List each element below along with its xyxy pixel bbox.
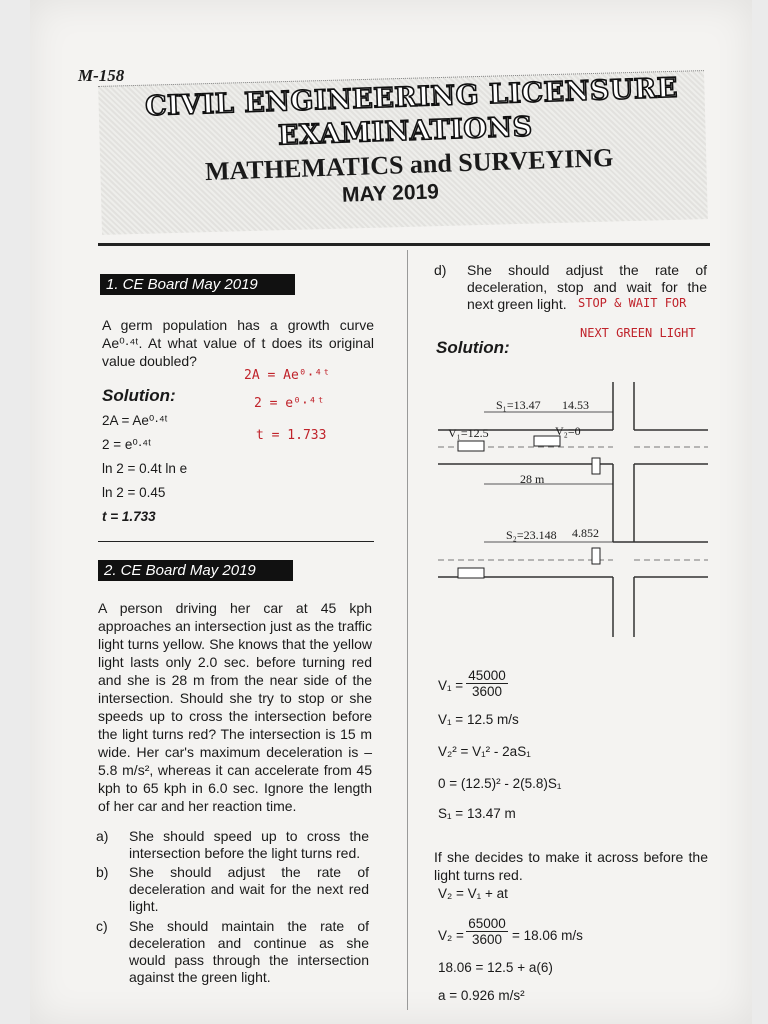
- q1-answer: t = 1.733: [102, 509, 156, 524]
- equation: 18.06 = 12.5 + a(6): [438, 960, 553, 975]
- numerator: 65000: [466, 916, 508, 932]
- equation: S₁ = 13.47 m: [438, 806, 516, 821]
- diagram-label: S₂=23.148: [506, 528, 557, 542]
- option-key: d): [434, 262, 447, 278]
- option-key: a): [96, 828, 109, 844]
- q1-step: ln 2 = 0.4t ln e: [102, 461, 188, 476]
- handwritten-note: NEXT GREEN LIGHT: [580, 326, 696, 340]
- option-text: She should adjust the rate of deceleration, stop and wait for the next green light.: [467, 262, 707, 312]
- title-line-1: CIVIL ENGINEERING LICENSURE: [144, 72, 679, 123]
- eq-lhs: V₂ =: [438, 928, 464, 943]
- diagram-label: 28 m: [520, 472, 545, 486]
- equation: a = 0.926 m/s²: [438, 988, 525, 1003]
- option-key: b): [96, 864, 109, 880]
- title-line-2: EXAMINATIONS: [277, 111, 534, 152]
- section-divider: [98, 541, 374, 542]
- diagram-label: S₁=13.47: [496, 398, 541, 412]
- handwritten-eq: t = 1.733: [256, 428, 327, 443]
- q1-text: A germ population has a growth curve Ae⁰·⁴ᵗ. At what value of t does its original value doubled?: [102, 317, 374, 369]
- equation: = 18.06 m/s: [512, 928, 583, 943]
- book-code: M-158: [78, 66, 125, 85]
- car-icon: [458, 441, 484, 451]
- denominator: 3600: [471, 684, 503, 699]
- diagram-label: 14.53: [562, 398, 589, 412]
- q1-step: ln 2 = 0.45: [102, 485, 166, 500]
- eq-lhs: V₁ =: [438, 678, 464, 693]
- option-text: She should adjust the rate of deceleration and wait for the next red light.: [129, 864, 369, 914]
- equation: 0 = (12.5)² - 2(5.8)S₁: [438, 776, 562, 791]
- traffic-light-icon: [592, 458, 600, 474]
- right-solution-label: Solution:: [436, 338, 510, 357]
- diagram-label: V₁=12.5: [448, 426, 489, 440]
- option-key: c): [96, 918, 108, 934]
- option-text: She should maintain the rate of deceleration and continue as she would pass through the intersection against the green light.: [129, 918, 369, 985]
- denominator: 3600: [471, 932, 503, 947]
- car-icon: [458, 568, 484, 578]
- q1-step: 2A = Ae⁰·⁴ᵗ: [102, 413, 168, 428]
- option-a: [96, 828, 372, 864]
- option-text: She should speed up to cross the intersection before the light turns red.: [129, 828, 369, 861]
- handwritten-note: STOP & WAIT FOR: [578, 296, 687, 310]
- traffic-light-icon: [592, 548, 600, 564]
- option-c: [96, 918, 372, 988]
- option-b: [96, 864, 372, 916]
- column-divider: [407, 250, 408, 1010]
- handwritten-eq: 2A = Ae⁰·⁴ᵗ: [244, 368, 331, 383]
- diagram-label: 4.852: [572, 526, 599, 540]
- fraction: [466, 668, 508, 699]
- equation: V₁ = 12.5 m/s: [438, 712, 519, 727]
- q2-text: A person driving her car at 45 kph approaches an intersection just as the traffic light turns yellow. She knows that the yellow light lasts only 2.0 sec. before turning red and she is 28 m from the near side of the intersection. Should she try to stop or she speeds up to cross the intersection before the light turns red? The intersection is 15 m wide. Her car's maximum deceleration is – 5.8 m/s², whereas it can accelerate from 45 kph to 65 kph in 6.0 sec. Ignore the length of her car and her reaction time.: [98, 600, 372, 814]
- header-rule: [98, 243, 710, 246]
- explanation: If she decides to make it across before the light turns red.: [434, 849, 708, 883]
- diagram-label: V₂=0: [555, 424, 581, 438]
- q1-solution-label: Solution:: [102, 386, 176, 405]
- q1-label: 1. CE Board May 2019: [100, 274, 295, 295]
- numerator: 45000: [466, 668, 508, 684]
- exam-date: MAY 2019: [341, 180, 440, 207]
- fraction: [466, 916, 508, 947]
- subject-title: MATHEMATICS and SURVEYING: [204, 142, 614, 187]
- equation: V₂ = V₁ + at: [438, 886, 508, 901]
- handwritten-eq: 2 = e⁰·⁴ᵗ: [254, 396, 325, 411]
- equation: V₂² = V₁² - 2aS₁: [438, 744, 531, 759]
- q2-label: 2. CE Board May 2019: [98, 560, 293, 581]
- q1-step: 2 = e⁰·⁴ᵗ: [102, 437, 152, 452]
